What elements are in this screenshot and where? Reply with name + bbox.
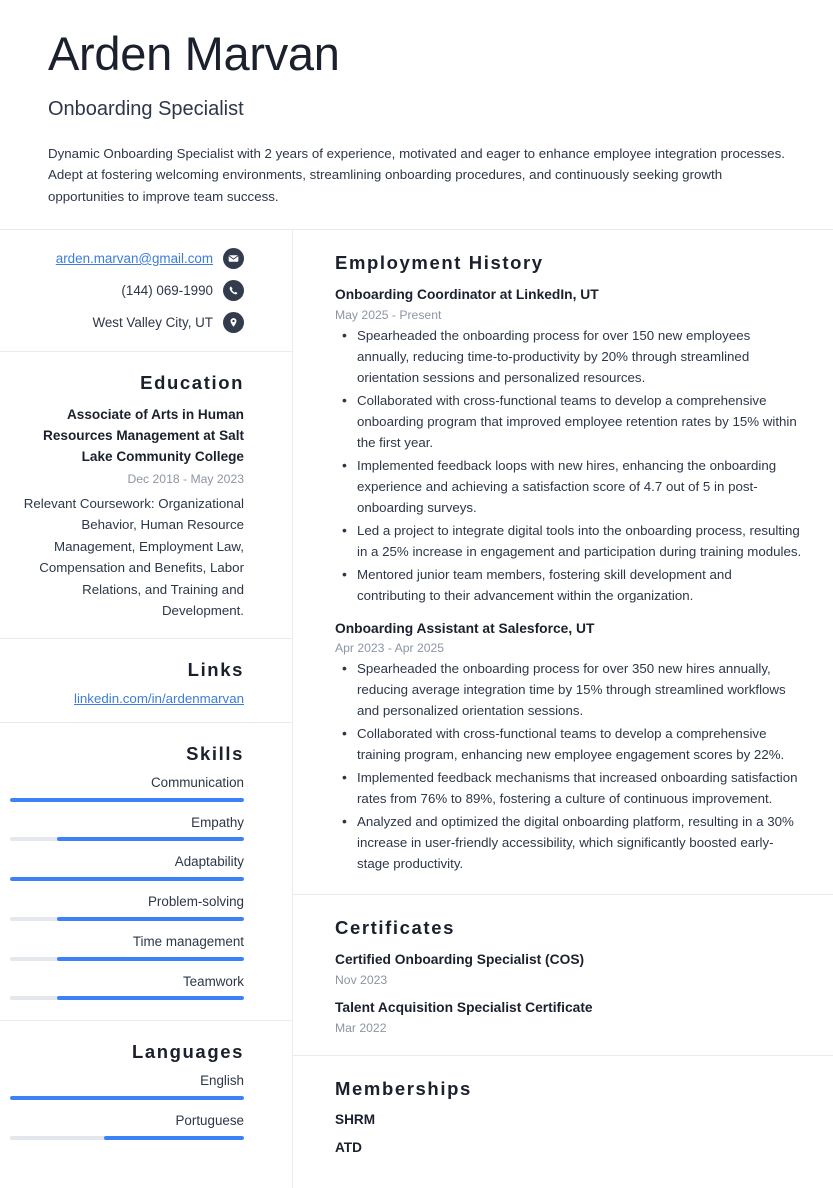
skill-item [10,815,244,842]
contact-item-location [10,312,244,333]
membership-item: SHRM [335,1111,376,1127]
employment-history-section [293,230,833,895]
skill-bar-fill [57,837,244,841]
contact-section [0,230,292,352]
main-content [293,230,833,1188]
language-bar-track [10,1136,244,1140]
job-bullet: • Analyzed and optimized the digital onboarding platform, resulting in a 30% increase in user-friendly accessibility, which significantly boosted early-stage productivity. [335,811,803,874]
job-bullet-list [335,658,803,874]
education-entry [10,404,244,622]
skill-item [10,974,244,1001]
language-label: Portuguese [175,1113,244,1129]
skills-heading: Skills [186,742,244,764]
education-description: Relevant Coursework: Organizational Behavior, Human Resource Management, Employment Law, Compensation and Benefits, Labor Relations, and Training and Development. [23,495,244,619]
job-bullet: • Implemented feedback mechanisms that increased onboarding satisfaction rates from 76% to 89%, fostering a culture of continuous improvement. [335,767,803,809]
skills-section [0,723,292,1022]
education-section [0,352,292,639]
language-bar-fill [104,1136,244,1140]
job-bullet: • Collaborated with cross-functional teams to develop a comprehensive onboarding program that improved employee retention rates by 15% within the first year. [335,390,803,453]
skill-bar-fill [57,957,244,961]
job-title-subtitle: Onboarding Specialist [48,97,244,120]
certificate-date: Nov 2023 [335,973,388,988]
job-bullet: • Spearheaded the onboarding process for over 350 new hires annually, reducing average integration time by 15% through streamlined workflows and personalized orientation sessions. [335,658,803,721]
skill-bar-track [10,798,244,802]
skill-bar-track [10,996,244,1000]
job-bullet: • Mentored junior team members, fostering skill development and contributing to their advancement within the organization. [335,564,803,606]
links-section [0,639,292,723]
certificate-name: Certified Onboarding Specialist (COS) [335,952,585,968]
skill-label: Problem-solving [147,894,244,910]
language-bar-fill [10,1096,244,1100]
links-heading: Links [187,658,244,680]
language-item [10,1113,244,1140]
job-dates: May 2025 - Present [335,307,442,322]
certificate-entry [335,999,803,1035]
skill-bar-fill [57,996,244,1000]
job-title: Onboarding Assistant at Salesforce, UT [335,620,595,636]
skill-bar-track [10,877,244,881]
skill-label: Teamwork [182,973,244,989]
job-bullet-list [335,325,803,606]
location-pin-icon [223,312,244,333]
contact-list [10,244,244,333]
skill-item [10,854,244,881]
job-title: Onboarding Coordinator at LinkedIn, UT [335,287,599,303]
sidebar [0,230,293,1188]
language-label: English [200,1073,244,1089]
envelope-icon [223,248,244,269]
job-bullet: • Spearheaded the onboarding process for over 150 new employees annually, reducing time-to-productivity by 20% through streamlined orientation sessions and personalized resources. [335,325,803,388]
link-item-linkedin[interactable]: linkedin.com/in/ardenmarvan [74,690,244,706]
skill-bar-track [10,837,244,841]
skill-item [10,775,244,802]
employment-history-heading: Employment History [335,252,544,274]
skill-label: Time management [132,933,244,949]
job-dates: Apr 2023 - Apr 2025 [335,641,445,656]
skill-label: Empathy [191,814,244,830]
skill-item [10,934,244,961]
job-entry [335,286,803,606]
job-bullet: • Collaborated with cross-functional teams to develop a comprehensive training program, enhancing new employee engagement scores by 22%. [335,723,803,765]
resume-header [0,0,833,230]
skill-bar-fill [10,877,244,881]
certificate-name: Talent Acquisition Specialist Certificate [335,1000,593,1016]
skill-item [10,894,244,921]
skill-bar-track [10,957,244,961]
job-bullet: • Implemented feedback loops with new hires, enhancing the onboarding experience and achieving a satisfaction score of 4.7 out of 5 in post-onboarding surveys. [335,455,803,518]
certificates-heading: Certificates [335,917,455,939]
contact-item-email[interactable] [10,248,244,269]
certificate-date: Mar 2022 [335,1020,387,1035]
membership-item: ATD [335,1139,362,1155]
phone-icon [223,280,244,301]
language-bar-track [10,1096,244,1100]
education-heading: Education [140,372,244,394]
professional-summary: Dynamic Onboarding Specialist with 2 years of experience, motivated and eager to enhance employee integration processes. Adept at fostering welcoming environments, streamlining onboarding procedures, and continuously seeking growth opportunities to improve team success. [48,145,785,204]
language-item [10,1073,244,1100]
certificates-section [293,895,833,1055]
page-title: Arden Marvan [48,27,340,80]
certificate-entry [335,951,803,987]
contact-item-phone [10,280,244,301]
skill-label: Adaptability [174,854,244,870]
resume-body [0,230,833,1188]
memberships-heading: Memberships [335,1077,472,1099]
location-value: West Valley City, UT [92,315,213,330]
skill-label: Communication [150,774,244,790]
email-value[interactable]: arden.marvan@gmail.com [55,251,213,266]
phone-value: (144) 069-1990 [121,283,213,298]
languages-section [0,1021,292,1160]
skill-bar-fill [10,798,244,802]
job-bullet: • Led a project to integrate digital tools into the onboarding process, resulting in a 25% increase in engagement and participation during training modules. [335,520,803,562]
education-dates: Dec 2018 - May 2023 [127,472,244,487]
memberships-section [293,1056,833,1175]
languages-heading: Languages [131,1041,244,1063]
skill-bar-fill [57,917,244,921]
skill-bar-track [10,917,244,921]
education-degree: Associate of Arts in Human Resources Management at Salt Lake Community College [43,407,244,465]
job-entry [335,620,803,875]
